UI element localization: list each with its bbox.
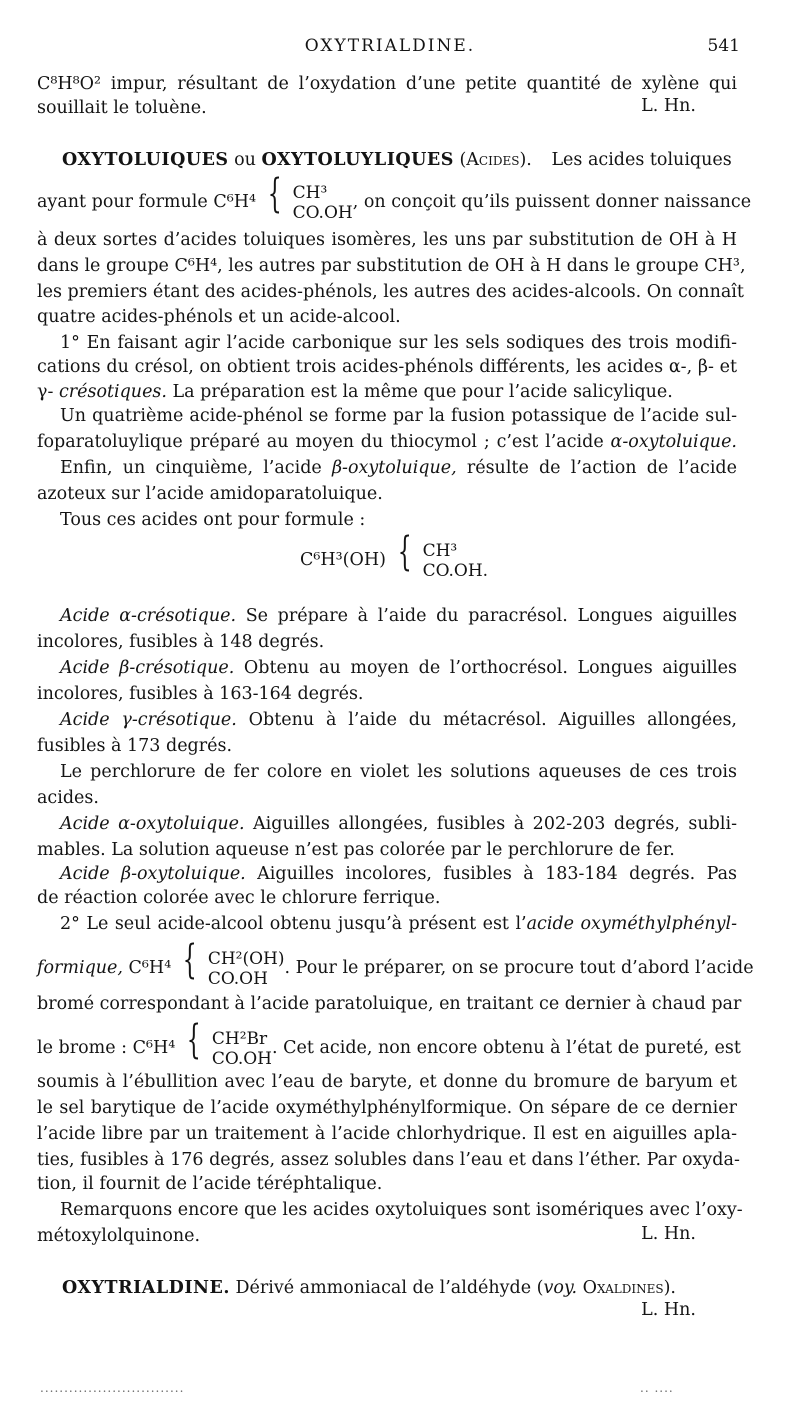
text-line: souillait le toluène. bbox=[37, 98, 207, 118]
italic-term: formique, bbox=[37, 958, 123, 978]
formula-part: CH³ bbox=[292, 182, 328, 203]
formula-stack bbox=[423, 541, 489, 581]
text-line bbox=[60, 862, 737, 886]
text-line: soumis à l’ébullition avec l’eau de baryte, et donne du bromure de baryum et bbox=[37, 1072, 737, 1092]
text-line: l’acide libre par un traitement à l’acide chlorhydrique. Il est en aiguilles apla- bbox=[37, 1124, 737, 1144]
formula-line bbox=[37, 171, 752, 223]
text-line: Un quatrième acide-phénol se forme par la fusion potassique de l’acide sul- bbox=[60, 406, 737, 426]
text-line bbox=[60, 456, 737, 480]
signature: L. Hn. bbox=[641, 96, 696, 116]
formula-line bbox=[37, 1017, 741, 1069]
footer-rule: .............................. bbox=[40, 1381, 185, 1395]
text-line: Tous ces acides ont pour formule : bbox=[60, 510, 366, 530]
signature: L. Hn. bbox=[641, 1300, 696, 1320]
text-span: γ- bbox=[37, 382, 59, 402]
text-line bbox=[37, 430, 737, 454]
text-line bbox=[60, 812, 737, 836]
entry-term: OXYTOLUYLIQUES bbox=[261, 150, 454, 170]
formula-part: CO.OH. bbox=[422, 560, 489, 581]
page-number: 541 bbox=[707, 36, 740, 56]
text-span: Aiguilles allongées, fusibles à 202-203 degrés, subli- bbox=[244, 814, 737, 834]
text-span: Obtenu à l’aide du métacrésol. Aiguilles allongées, bbox=[236, 710, 737, 730]
text-line: métoxylolquinone. bbox=[37, 1226, 201, 1246]
text-span: 2° Le seul acide-alcool obtenu jusqu’à présent est l’ bbox=[60, 914, 527, 934]
italic-term: β-oxytoluique, bbox=[331, 458, 457, 478]
italic-term: Acide β-oxytoluique. bbox=[60, 864, 246, 884]
text-line: incolores, fusibles à 148 degrés. bbox=[37, 632, 325, 652]
formula-part: CH²(OH) bbox=[207, 948, 285, 969]
text-span: ). bbox=[663, 1278, 676, 1298]
italic-term: crésotiques. bbox=[58, 382, 167, 402]
text-line: incolores, fusibles à 163-164 degrés. bbox=[37, 684, 364, 704]
formula-part: CO.OH bbox=[211, 1048, 273, 1069]
text-line bbox=[37, 380, 673, 404]
formula-part: CO.OH bbox=[207, 968, 268, 989]
text-line: acides. bbox=[37, 788, 99, 808]
formula-stack bbox=[293, 183, 353, 223]
text-line: Le perchlorure de fer colore en violet les solutions aqueuses de ces trois bbox=[60, 762, 737, 782]
text-line: C⁸H⁸O² impur, résultant de l’oxydation d’une petite quantité de xylène qui bbox=[37, 74, 737, 94]
entry-term: OXYTRIALDINE. bbox=[62, 1278, 230, 1298]
italic-term: acide oxyméthylphényl- bbox=[526, 914, 738, 934]
text-line: dans le groupe C⁶H⁴, les autres par substitution de OH à H dans le groupe CH³, bbox=[37, 256, 746, 276]
text-line: fusibles à 173 degrés. bbox=[37, 736, 233, 756]
text-span: . Cet acide, non encore obtenu à l’état de pureté, est bbox=[272, 1038, 741, 1058]
text-line: tion, il fournit de l’acide téréphtalique. bbox=[37, 1174, 383, 1194]
text-line: azoteux sur l’acide amidoparatoluique. bbox=[37, 484, 383, 504]
text-line: cations du crésol, on obtient trois acides-phénols différents, les acides α-, β- et bbox=[37, 357, 737, 377]
text-span: Obtenu au moyen de l’orthocrésol. Longues aiguilles bbox=[234, 658, 738, 678]
text-line bbox=[60, 656, 737, 680]
text-span: , on conçoit qu’ils puissent donner naissance bbox=[352, 192, 752, 212]
text-span: Les acides toluiques bbox=[551, 150, 732, 170]
brace: { bbox=[186, 1017, 201, 1063]
formula-stack bbox=[212, 1029, 272, 1069]
text-span: Se prépare à l’aide du paracrésol. Longues aiguilles bbox=[236, 606, 738, 626]
text-line: de réaction colorée avec le chlorure ferrique. bbox=[37, 888, 441, 908]
entry-heading-oxytoluiques bbox=[62, 148, 732, 172]
text-span: ayant pour formule C⁶H⁴ bbox=[37, 192, 256, 212]
text-span: . Pour le préparer, on se procure tout d’abord l’acide bbox=[284, 958, 754, 978]
text-line: ties, fusibles à 176 degrés, assez solubles dans l’eau et dans l’éther. Par oxyda- bbox=[37, 1150, 740, 1170]
italic-term: Acide β-crésotique. bbox=[60, 658, 235, 678]
text-line bbox=[60, 912, 737, 936]
text-span: Oxaldines bbox=[577, 1278, 664, 1298]
display-formula bbox=[300, 529, 489, 581]
signature: L. Hn. bbox=[641, 1224, 696, 1244]
text-line: le sel barytique de l’acide oxyméthylphénylformique. On sépare de ce dernier bbox=[37, 1098, 737, 1118]
footer-rule: .. .... bbox=[640, 1381, 674, 1395]
text-span: le brome : C⁶H⁴ bbox=[37, 1038, 176, 1058]
entry-term: OXYTOLUIQUES bbox=[62, 150, 229, 170]
running-header bbox=[40, 36, 740, 60]
text-line: à deux sortes d’acides toluiques isomères, les uns par substitution de OH à H bbox=[37, 230, 737, 250]
formula-part: CO.OH bbox=[292, 202, 353, 223]
formula-stack bbox=[208, 949, 285, 989]
text-span: Aiguilles incolores, fusibles à 183-184 degrés. Pas bbox=[245, 864, 738, 884]
formula-part: C⁶H³(OH) bbox=[300, 550, 386, 570]
text-line: mables. La solution aqueuse n’est pas colorée par le perchlorure de fer. bbox=[37, 840, 675, 860]
header-title: OXYTRIALDINE. bbox=[304, 36, 476, 56]
text-span: foparatoluylique préparé au moyen du thiocymol ; c’est l’acide bbox=[37, 432, 611, 452]
formula-part: CH²Br bbox=[211, 1028, 268, 1049]
text-span: ou bbox=[234, 150, 256, 170]
italic-term: Acide γ-crésotique. bbox=[60, 710, 237, 730]
text-line bbox=[60, 708, 737, 732]
italic-term: Acide α-crésotique. bbox=[60, 606, 237, 626]
text-span: (Acides). bbox=[459, 150, 532, 170]
formula-part: CH³ bbox=[422, 540, 458, 561]
text-span: Dérivé ammoniacal de l’aldéhyde ( bbox=[229, 1278, 544, 1298]
italic-term: α-oxytoluique. bbox=[610, 432, 737, 452]
italic-term: voy. bbox=[543, 1278, 578, 1298]
formula-line bbox=[37, 937, 754, 989]
text-line: Remarquons encore que les acides oxytoluiques sont isomériques avec l’oxy- bbox=[60, 1200, 743, 1220]
text-line bbox=[60, 604, 737, 628]
brace: { bbox=[182, 937, 197, 983]
brace: { bbox=[397, 529, 412, 575]
text-span: La préparation est la même que pour l’acide salicylique. bbox=[166, 382, 673, 402]
italic-term: Acide α-oxytoluique. bbox=[60, 814, 245, 834]
text-line: quatre acides-phénols et un acide-alcool. bbox=[37, 307, 401, 327]
text-span: Enfin, un cinquième, l’acide bbox=[60, 458, 332, 478]
text-line: bromé correspondant à l’acide paratoluique, en traitant ce dernier à chaud par bbox=[37, 994, 742, 1014]
brace: { bbox=[267, 171, 282, 217]
text-line: 1° En faisant agir l’acide carbonique sur les sels sodiques des trois modifi- bbox=[60, 333, 737, 353]
text-span: C⁶H⁴ bbox=[122, 958, 172, 978]
text-span: résulte de l’action de l’acide bbox=[456, 458, 737, 478]
entry-heading-oxytrialdine bbox=[62, 1276, 676, 1300]
text-line: les premiers étant des acides-phénols, les autres des acides-alcools. On connaît bbox=[37, 282, 744, 302]
